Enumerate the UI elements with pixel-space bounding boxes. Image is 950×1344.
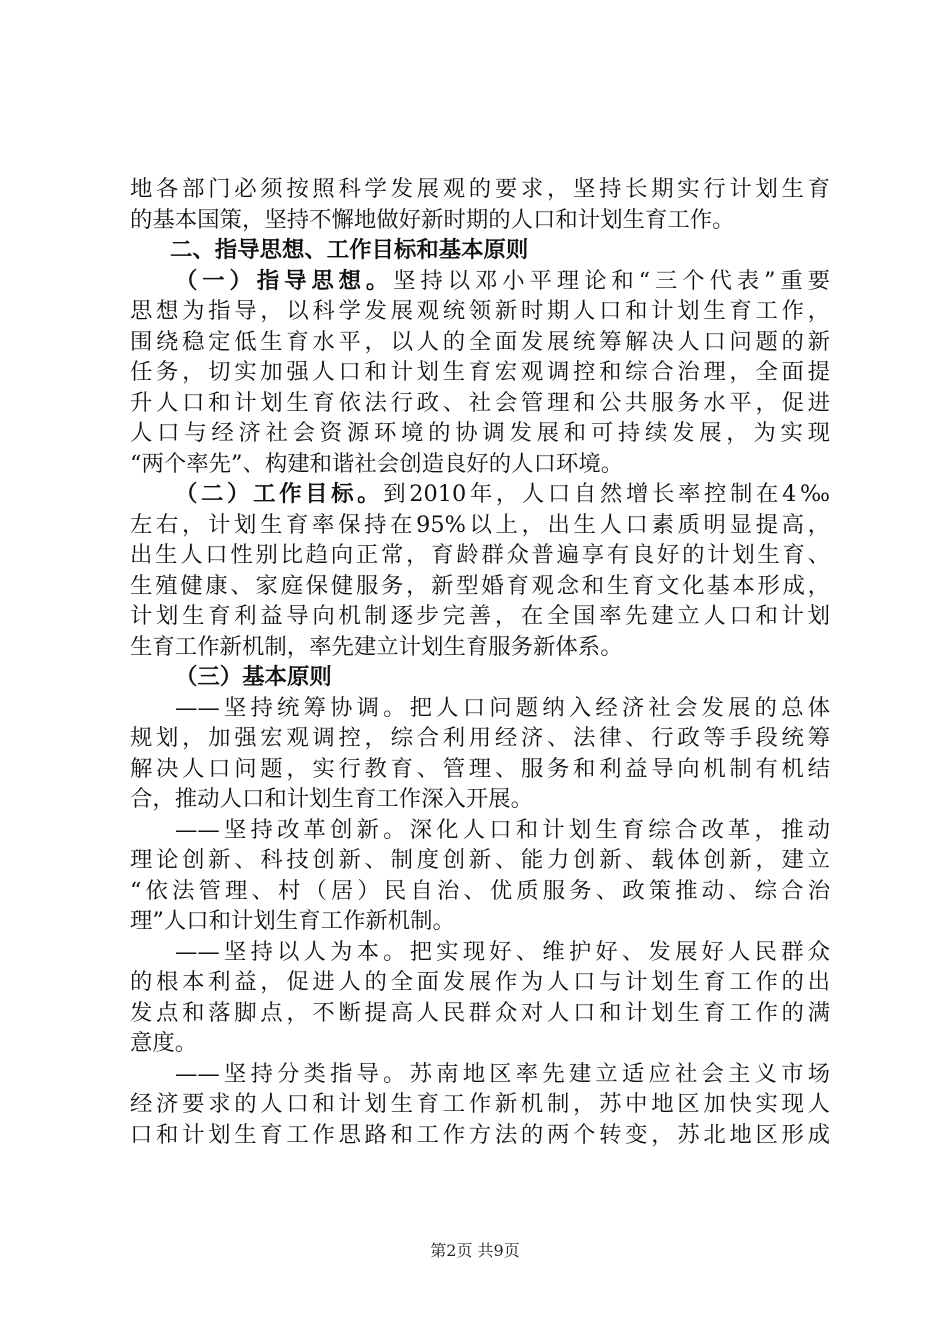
paragraph-line: 升人口和计划生育依法行政、社会管理和公共服务水平，促进: [130, 389, 830, 416]
paragraph-line: 口和计划生育工作思路和工作方法的两个转变，苏北地区形成: [130, 1121, 830, 1148]
paragraph-line: [130, 266, 830, 297]
paragraph-line: 思想为指导，以科学发展观统领新时期人口和计划生育工作，: [130, 298, 830, 324]
paragraph-line: ——坚持统筹协调。把人口问题纳入经济社会发展的总体: [175, 694, 830, 721]
paragraph-line: “依法管理、村（居）民自治、优质服务、政策推动、综合治: [130, 877, 830, 904]
paragraph-text: 到2010年，人口自然增长率控制在4‰: [383, 481, 831, 507]
paragraph-line: 任务，切实加强人口和计划生育宏观调控和综合治理，全面提: [130, 359, 830, 385]
paragraph-line: 出生人口性别比趋向正常，育龄群众普遍享有良好的计划生育、: [130, 542, 830, 568]
document-body: [130, 174, 830, 1150]
paragraph-line: 理论创新、科技创新、制度创新、能力创新、载体创新，建立: [130, 847, 830, 873]
subsection-heading: （三）基本原则: [175, 664, 332, 690]
paragraph-line: 理”人口和计划生育工作新机制。: [130, 908, 455, 934]
subsection-heading: （一）指导思想。: [175, 267, 394, 294]
paragraph-line: 发点和落脚点，不断提高人民群众对人口和计划生育工作的满: [130, 999, 830, 1026]
paragraph-text: 坚持以邓小平理论和“三个代表”重要: [393, 267, 830, 294]
paragraph-line: 解决人口问题，实行教育、管理、服务和利益导向机制有机结: [130, 755, 830, 782]
paragraph-line: [130, 479, 830, 510]
section-heading: 二、指导思想、工作目标和基本原则: [170, 237, 529, 263]
paragraph-line: 地各部门必须按照科学发展观的要求，坚持长期实行计划生育: [130, 176, 830, 202]
paragraph-line: 计划生育利益导向机制逐步完善，在全国率先建立人口和计划: [130, 603, 830, 629]
paragraph-line: ——坚持分类指导。苏南地区率先建立适应社会主义市场: [175, 1060, 830, 1087]
paragraph-line: “两个率先”、构建和谐社会创造良好的人口环境。: [130, 450, 624, 477]
paragraph-line: 左右，计划生育率保持在95%以上，出生人口素质明显提高，: [130, 511, 830, 538]
paragraph-line: ——坚持改革创新。深化人口和计划生育综合改革，推动: [175, 816, 830, 843]
paragraph-line: 人口与经济社会资源环境的协调发展和可持续发展，为实现: [130, 420, 830, 446]
paragraph-line: 合，推动人口和计划生育工作深入开展。: [130, 786, 534, 812]
paragraph-line: 生殖健康、家庭保健服务，新型婚育观念和生育文化基本形成，: [130, 572, 830, 599]
paragraph-line: 的根本利益，促进人的全面发展作为人口与计划生育工作的出: [130, 969, 830, 995]
paragraph-line: 生育工作新机制，率先建立计划生育服务新体系。: [130, 633, 623, 660]
paragraph-line: 规划，加强宏观调控，综合利用经济、法律、行政等手段统筹: [130, 725, 830, 751]
paragraph-line: ——坚持以人为本。把实现好、维护好、发展好人民群众: [175, 938, 830, 965]
subsection-heading: （二）工作目标。: [175, 481, 384, 507]
paragraph-line: 的基本国策，坚持不懈地做好新时期的人口和计划生育工作。: [130, 206, 735, 233]
page-number-footer: 第2页 共9页: [430, 1241, 520, 1260]
paragraph-line: 意度。: [130, 1030, 198, 1056]
paragraph-line: 经济要求的人口和计划生育工作新机制，苏中地区加快实现人: [130, 1091, 830, 1117]
paragraph-line: 围绕稳定低生育水平，以人的全面发展统筹解决人口问题的新: [130, 328, 830, 355]
